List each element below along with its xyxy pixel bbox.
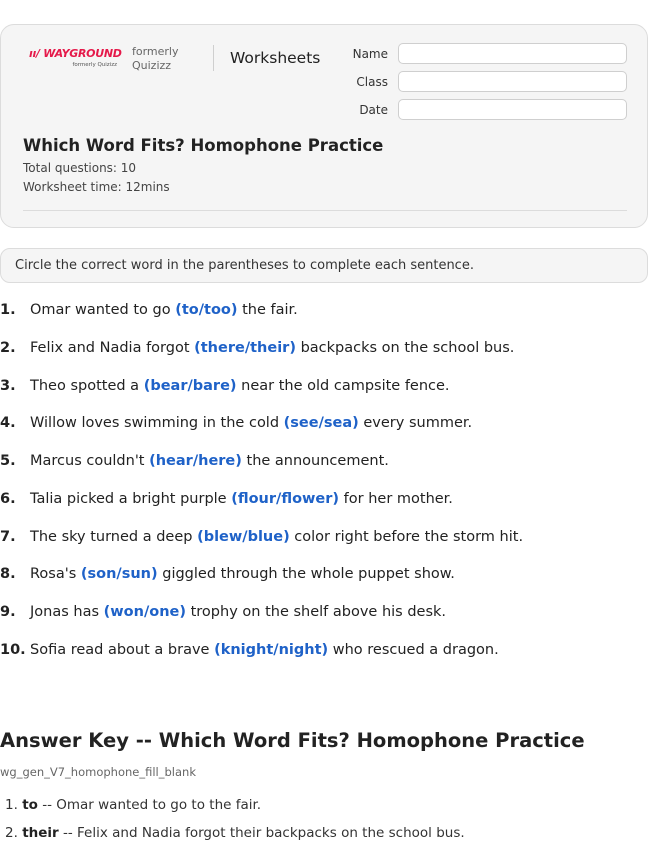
wayground-logo xyxy=(29,47,122,69)
answer-key-title: Answer Key -- Which Word Fits? Homophone Practice xyxy=(0,729,585,752)
logo-text: WAYGROUND xyxy=(43,47,122,60)
question-number: 1. xyxy=(0,302,16,318)
formerly-label: formerly Quizizz xyxy=(132,45,179,72)
worksheets-label: Worksheets xyxy=(230,49,321,67)
answer-key-subtitle: wg_gen_V7_homophone_fill_blank xyxy=(0,765,196,779)
question-number: 6. xyxy=(0,491,16,507)
worksheet-title: Which Word Fits? Homophone Practice xyxy=(23,136,384,155)
word-choice: (bear/bare) xyxy=(143,378,237,394)
logo-subtext: formerly Quizizz xyxy=(72,62,117,68)
word-choice: (hear/here) xyxy=(149,453,242,469)
question-number: 7. xyxy=(0,529,16,545)
word-choice: (won/one) xyxy=(103,604,186,620)
instructions-text: Circle the correct word in the parentheses to complete each sentence. xyxy=(15,258,474,273)
answer-key-item: 1. to -- Omar wanted to go to the fair. xyxy=(5,797,262,813)
question-number: 3. xyxy=(0,378,16,394)
answer-word: to xyxy=(22,797,38,813)
worksheet-header xyxy=(0,24,648,228)
question-number: 2. xyxy=(0,340,16,356)
word-choice: (there/their) xyxy=(194,340,296,356)
question-number: 9. xyxy=(0,604,16,620)
word-choice: (flour/flower) xyxy=(231,491,340,507)
header-separator xyxy=(23,210,627,211)
name-label: Name xyxy=(352,47,388,61)
class-label: Class xyxy=(356,75,388,89)
question-number: 10. xyxy=(0,642,26,658)
total-questions: Total questions: 10 xyxy=(23,161,137,175)
instructions-box xyxy=(0,248,648,283)
class-field[interactable] xyxy=(398,71,627,92)
word-choice: (son/sun) xyxy=(80,566,158,582)
question-number: 4. xyxy=(0,415,16,431)
question-number: 8. xyxy=(0,566,16,582)
logo-mark-icon: ıı/ xyxy=(29,47,40,60)
date-label: Date xyxy=(359,103,388,117)
header-divider xyxy=(213,45,214,71)
answer-key-item: 2. their -- Felix and Nadia forgot their backpacks on the school bus. xyxy=(5,825,465,841)
worksheet-time: Worksheet time: 12mins xyxy=(23,180,170,194)
date-field[interactable] xyxy=(398,99,627,120)
name-field[interactable] xyxy=(398,43,627,64)
question-number: 5. xyxy=(0,453,16,469)
word-choice: (blew/blue) xyxy=(197,529,290,545)
word-choice: (knight/night) xyxy=(214,642,329,658)
word-choice: (to/too) xyxy=(175,302,238,318)
word-choice: (see/sea) xyxy=(283,415,359,431)
answer-word: their xyxy=(22,825,59,841)
